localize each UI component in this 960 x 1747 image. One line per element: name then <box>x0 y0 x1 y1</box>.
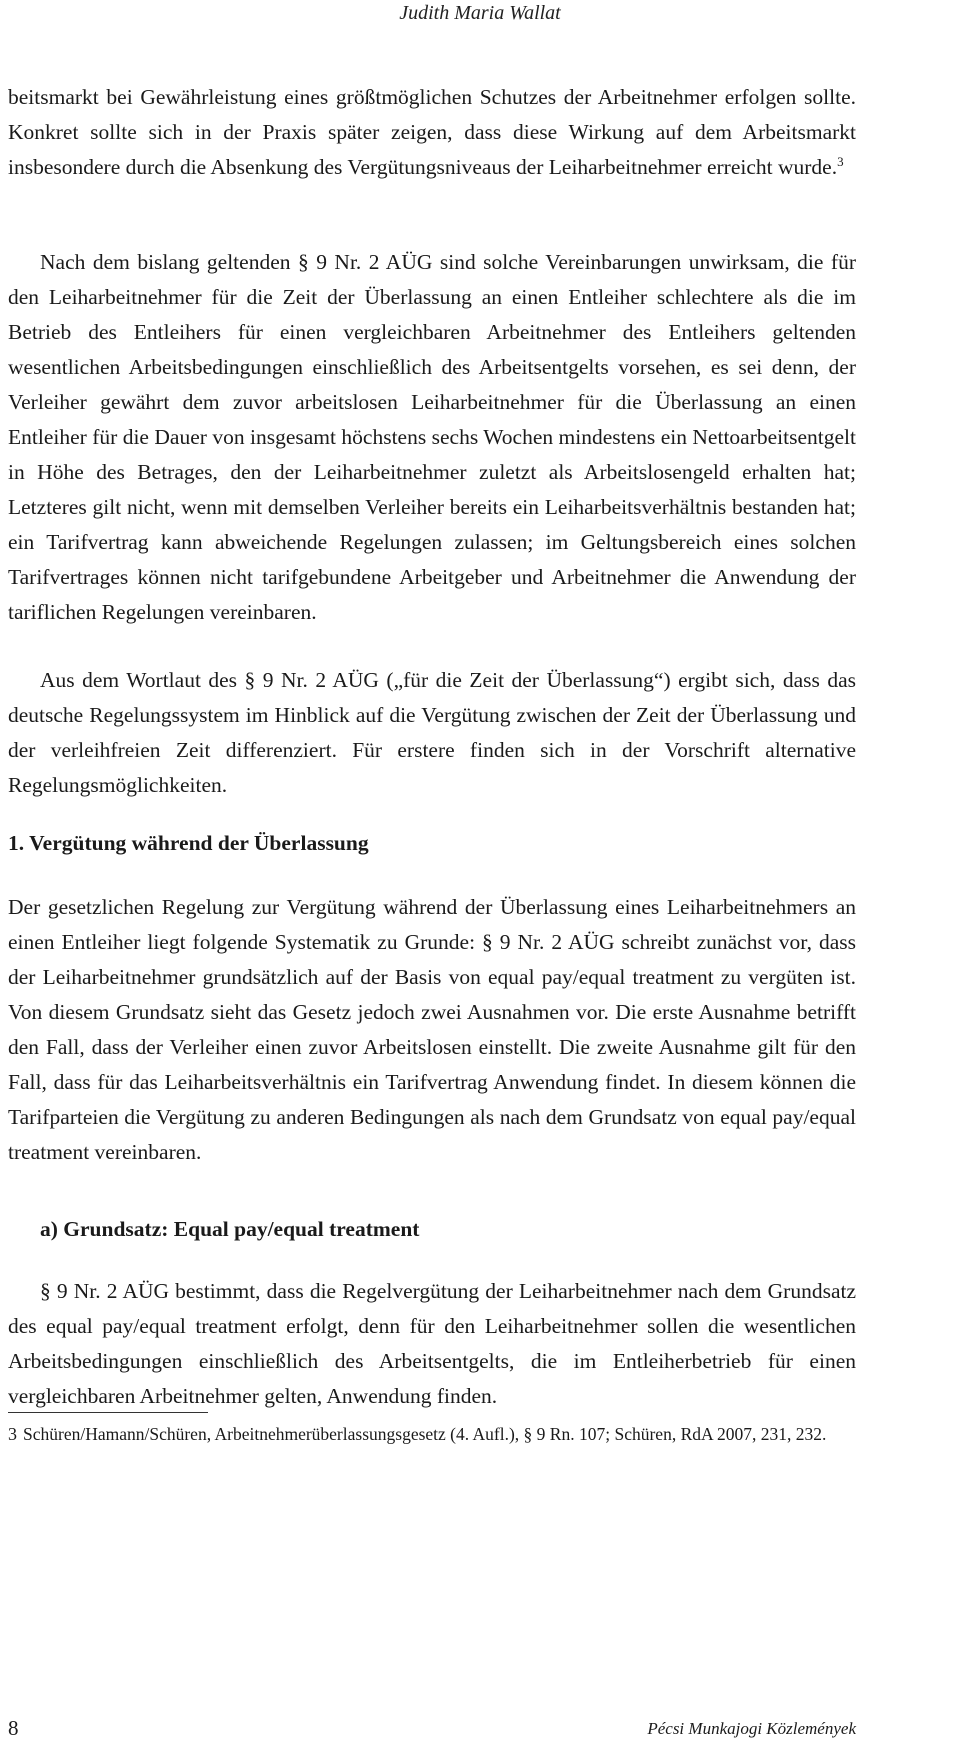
body-paragraph-1 <box>8 80 856 185</box>
footnote <box>8 1420 856 1448</box>
footnote-text: Schüren/Hamann/Schüren, Arbeitnehmerüberlassungsgesetz (4. Aufl.), § 9 Rn. 107; Schüren, RdA 2007, 231, 232. <box>23 1424 827 1444</box>
paragraph-text: Der gesetzlichen Regelung zur Vergütung während der Überlassung eines Leiharbeitnehmers an einen Entleiher liegt folgende Systematik zu Grunde: § 9 Nr. 2 AÜG schreibt zunächst vor, dass der Leiharbeitnehmer grundsätzlich auf der Basis von equal pay/equal treatment zu vergüten ist. Von diesem Grundsatz sieht das Gesetz jedoch zwei Ausnahmen vor. Die erste Ausnahme betrifft den Fall, dass der Verleiher einen zuvor Arbeitslosen einstellt. Die zweite Ausnahme gilt für den Fall, dass für das Leiharbeitsverhältnis ein Tarifvertrag Anwendung findet. In diesem können die Tarifparteien die Vergütung zu anderen Bedingungen als nach dem Grundsatz von equal pay/equal treatment vereinbaren. <box>8 895 856 1164</box>
journal-name: Pécsi Munkajogi Közlemények <box>647 1719 856 1738</box>
paragraph-text: beitsmarkt bei Gewährleistung eines größtmöglichen Schutzes der Arbeitnehmer erfolgen sollte. Konkret sollte sich in der Praxis später zeigen, dass diese Wirkung auf dem Arbeitsmarkt insbesondere durch die Absenkung des Vergütungsniveaus der Leiharbeitnehmer erreicht wurde. <box>8 85 856 179</box>
paragraph-text: § 9 Nr. 2 AÜG bestimmt, dass die Regelvergütung der Leiharbeitnehmer nach dem Grundsatz des equal pay/equal treatment erfolgt, denn für den Leiharbeitnehmer sollen die wesentlichen Arbeitsbedingungen einschließlich des Arbeitsentgelts, die im Entleiherbetrieb für einen vergleichbaren Arbeitnehmer gelten, Anwendung finden. <box>8 1279 856 1408</box>
body-paragraph-3 <box>8 663 856 803</box>
page-number: 8 <box>8 1716 19 1740</box>
section-heading: 1. Vergütung während der Überlassung <box>8 831 369 855</box>
subsection-heading: a) Grundsatz: Equal pay/equal treatment <box>40 1217 420 1241</box>
body-paragraph-2 <box>8 245 856 630</box>
body-paragraph-4 <box>8 890 856 1170</box>
paragraph-text: Nach dem bislang geltenden § 9 Nr. 2 AÜG sind solche Vereinbarungen unwirksam, die für den Leiharbeitnehmer für die Zeit der Überlassung an einen Entleiher schlechtere als die im Betrieb des Entleihers für einen vergleichbaren Arbeitnehmer des Entleihers geltenden wesentlichen Arbeitsbedingungen einschließlich des Arbeitsentgelts vorsehen, es sei denn, der Verleiher gewährt dem zuvor arbeitslosen Leiharbeitnehmer für die Überlassung an einen Entleiher für die Dauer von insgesamt höchstens sechs Wochen mindestens ein Nettoarbeitsentgelt in Höhe des Betrages, den der Leiharbeitnehmer zuletzt als Arbeitslosengeld erhalten hat; Letzteres gilt nicht, wenn mit demselben Verleiher bereits ein Leiharbeitsverhältnis bestanden hat; ein Tarifvertrag kann abweichende Regelungen zulassen; im Geltungsbereich eines solchen Tarifvertrages können nicht tarifgebundene Arbeitgeber und Arbeitnehmer die Anwendung der tariflichen Regelungen vereinbaren. <box>8 250 856 624</box>
footnote-number: 3 <box>8 1424 17 1444</box>
body-paragraph-5 <box>8 1274 856 1414</box>
paragraph-text: Aus dem Wortlaut des § 9 Nr. 2 AÜG („für die Zeit der Überlassung“) ergibt sich, dass das deutsche Regelungssystem im Hinblick auf die Vergütung zwischen der Zeit der Überlassung und der verleihfreien Zeit differenziert. Für erstere finden sich in der Vorschrift alternative Regelungsmöglichkeiten. <box>8 668 856 797</box>
footnote-divider <box>8 1412 208 1413</box>
footnote-reference[interactable]: 3 <box>837 153 844 169</box>
running-head: Judith Maria Wallat <box>399 2 561 24</box>
